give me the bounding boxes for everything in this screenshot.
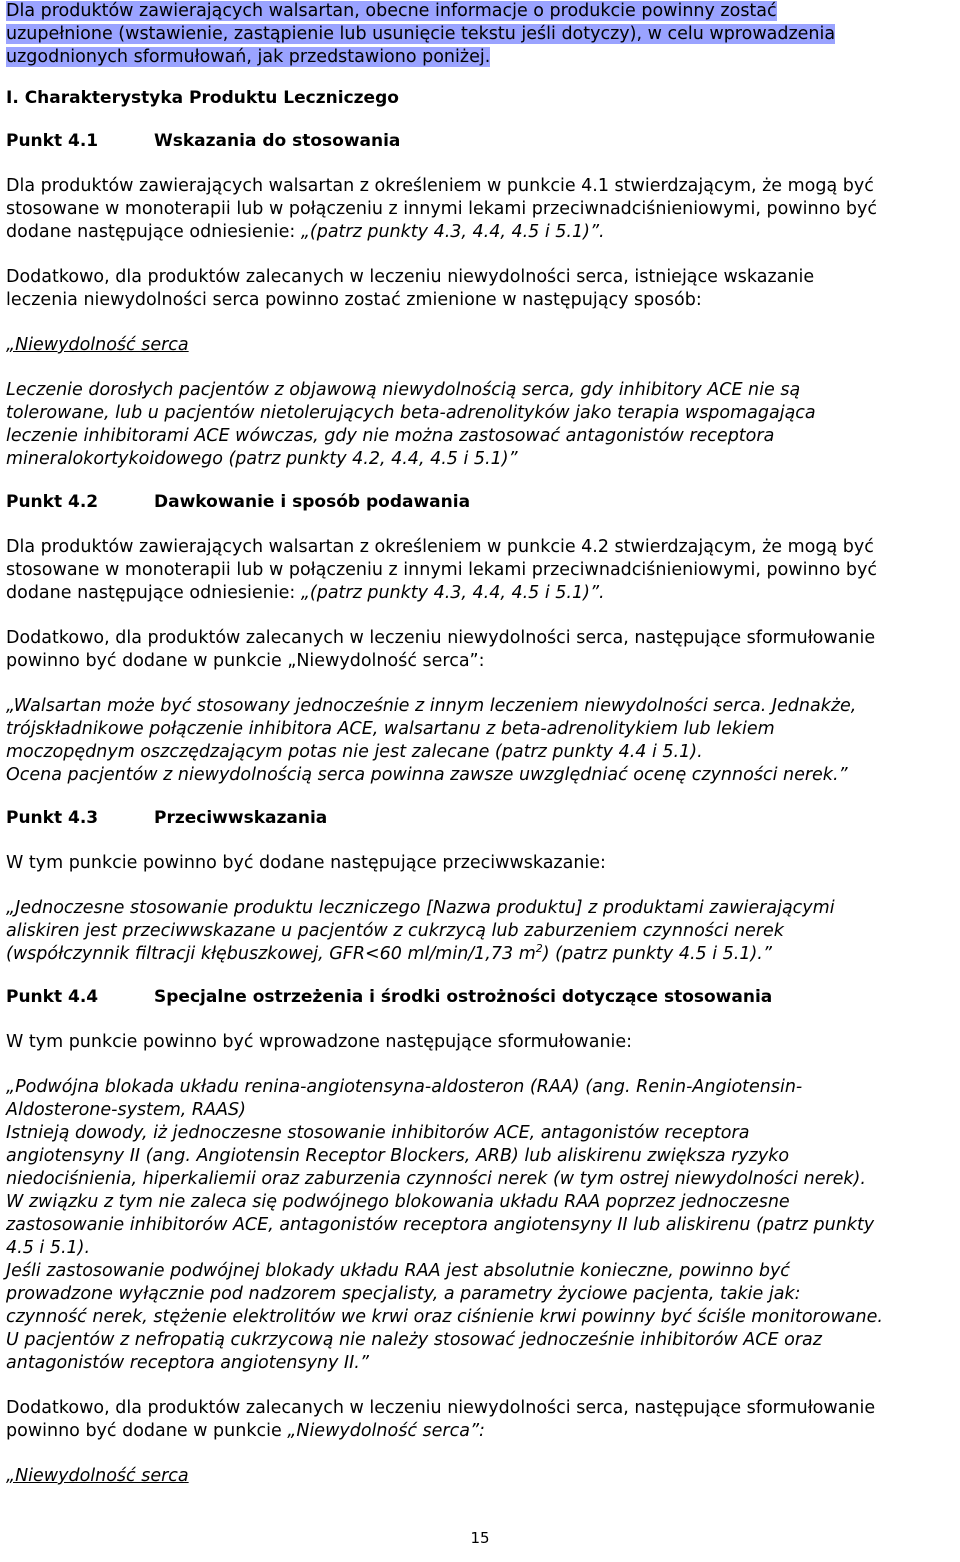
quote-line: (współczynnik filtracji kłębuszkowej, GFR<60 ml/min/1,73 m bbox=[6, 944, 536, 964]
intro-highlight-block bbox=[6, 0, 954, 69]
subheading-heart-failure: „Niewydolność serca bbox=[6, 1466, 189, 1486]
text-line: stosowane w monoterapii lub w połączeniu z innymi lekami przeciwnadciśnieniowymi, powinno być bbox=[6, 560, 877, 580]
reference-text: „(patrz punkty 4.3, 4.4, 4.5 i 5.1)”. bbox=[300, 222, 605, 242]
section-heading-title: Wskazania do stosowania bbox=[154, 131, 401, 151]
quote-line: ) (patrz punkty 4.5 i 5.1).” bbox=[542, 944, 772, 964]
quote-line: niedociśnienia, hiperkaliemii oraz zaburzenia czynności nerek (w tym ostrej niewydolności nerek). bbox=[6, 1169, 866, 1189]
section-number: Punkt 4.3 bbox=[6, 808, 99, 828]
intro-line: uzupełnione (wstawienie, zastąpienie lub usunięcie tekstu jeśli dotyczy), w celu wprowadzenia bbox=[6, 24, 836, 44]
paragraph bbox=[6, 266, 954, 312]
quote-line: leczenie inhibitorami ACE wówczas, gdy nie można zastosować antagonistów receptora bbox=[6, 426, 775, 446]
quote-line: angiotensyny II (ang. Angiotensin Receptor Blockers, ARB) lub aliskirenu zwiększa ryzyko bbox=[6, 1146, 790, 1166]
page-number: 15 bbox=[470, 1529, 490, 1547]
section-heading-title: Specjalne ostrzeżenia i środki ostrożności dotyczące stosowania bbox=[154, 987, 773, 1007]
quoted-block bbox=[6, 1076, 954, 1375]
quote-line: tolerowane, lub u pacjentów nietolerujących beta-adrenolityków jako terapia wspomagająca bbox=[6, 403, 816, 423]
section-number: Punkt 4.1 bbox=[6, 131, 99, 151]
intro-line: Dla produktów zawierających walsartan, obecne informacje o produkcie powinny zostać bbox=[6, 1, 777, 21]
quote-line: „Podwójna blokada układu renina-angiotensyna-aldosteron (RAA) (ang. Renin-Angiotensin- bbox=[6, 1077, 803, 1097]
text-line: Dodatkowo, dla produktów zalecanych w leczeniu niewydolności serca, następujące sformułowanie bbox=[6, 628, 876, 648]
quoted-block bbox=[6, 695, 954, 787]
text-line: powinno być dodane w punkcie bbox=[6, 1421, 288, 1441]
paragraph bbox=[6, 536, 954, 605]
document-page bbox=[6, 0, 954, 1488]
text-line: dodane następujące odniesienie: bbox=[6, 222, 301, 242]
quote-line: mineralokortykoidowego (patrz punkty 4.2, 4.4, 4.5 i 5.1)” bbox=[6, 449, 518, 469]
section-number: Punkt 4.2 bbox=[6, 492, 99, 512]
text-line: Dodatkowo, dla produktów zalecanych w leczeniu niewydolności serca, istniejące wskazanie bbox=[6, 267, 815, 287]
quote-line: zastosowanie inhibitorów ACE, antagonistów receptora angiotensyny II lub aliskirenu (patrz punkty bbox=[6, 1215, 875, 1235]
paragraph bbox=[6, 627, 954, 673]
quote-line: Jeśli zastosowanie podwójnej blokady układu RAA jest absolutnie konieczne, powinno być bbox=[6, 1261, 790, 1281]
paragraph: W tym punkcie powinno być dodane następujące przeciwwskazanie: bbox=[6, 853, 606, 873]
quoted-block bbox=[6, 897, 954, 966]
quote-line: 4.5 i 5.1). bbox=[6, 1238, 91, 1258]
quote-line: antagonistów receptora angiotensyny II.” bbox=[6, 1353, 369, 1373]
intro-line: uzgodnionych sformułowań, jak przedstawiono poniżej. bbox=[6, 47, 491, 67]
paragraph bbox=[6, 1397, 954, 1443]
quote-line: czynność nerek, stężenie elektrolitów we krwi oraz ciśnienie krwi powinny być ściśle monitorowane. bbox=[6, 1307, 883, 1327]
text-line: Dla produktów zawierających walsartan z określeniem w punkcie 4.2 stwierdzającym, że mogą być bbox=[6, 537, 874, 557]
section-heading-4-3 bbox=[6, 807, 954, 830]
section-title: I. Charakterystyka Produktu Leczniczego bbox=[6, 88, 399, 108]
text-line: powinno być dodane w punkcie „Niewydolność serca”: bbox=[6, 651, 485, 671]
text-line: Dla produktów zawierających walsartan z określeniem w punkcie 4.1 stwierdzającym, że mogą być bbox=[6, 176, 874, 196]
quote-line: aliskiren jest przeciwwskazane u pacjentów z cukrzycą lub zaburzeniem czynności nerek bbox=[6, 921, 784, 941]
paragraph: W tym punkcie powinno być wprowadzone następujące sformułowanie: bbox=[6, 1032, 633, 1052]
quote-line: Aldosterone-system, RAAS) bbox=[6, 1100, 246, 1120]
quote-line: „Walsartan może być stosowany jednocześnie z innym leczeniem niewydolności serca. Jednakże, bbox=[6, 696, 857, 716]
quote-line: trójskładnikowe połączenie inhibitora ACE, walsartanu z beta-adrenolitykiem lub lekiem bbox=[6, 719, 775, 739]
section-number: Punkt 4.4 bbox=[6, 987, 99, 1007]
text-line: dodane następujące odniesienie: bbox=[6, 583, 301, 603]
text-line: stosowane w monoterapii lub w połączeniu z innymi lekami przeciwnadciśnieniowymi, powinno być bbox=[6, 199, 877, 219]
quote-line: prowadzone wyłącznie pod nadzorem specjalisty, a parametry życiowe pacjenta, takie jak: bbox=[6, 1284, 801, 1304]
section-heading-title: Przeciwwskazania bbox=[154, 808, 328, 828]
text-line: leczenia niewydolności serca powinno zostać zmienione w następujący sposób: bbox=[6, 290, 702, 310]
quoted-block bbox=[6, 379, 954, 471]
quote-line: moczopędnym oszczędzającym potas nie jest zalecane (patrz punkty 4.4 i 5.1). bbox=[6, 742, 703, 762]
reference-text: „(patrz punkty 4.3, 4.4, 4.5 i 5.1)”. bbox=[300, 583, 605, 603]
section-heading-4-4 bbox=[6, 986, 954, 1009]
quote-line: Leczenie dorosłych pacjentów z objawową niewydolnością serca, gdy inhibitory ACE nie są bbox=[6, 380, 801, 400]
quote-line: „Jednoczesne stosowanie produktu leczniczego [Nazwa produktu] z produktami zawierającymi bbox=[6, 898, 835, 918]
superscript: 2 bbox=[535, 942, 543, 956]
paragraph bbox=[6, 175, 954, 244]
quote-line: U pacjentów z nefropatią cukrzycową nie należy stosować jednocześnie inhibitorów ACE oraz bbox=[6, 1330, 822, 1350]
section-heading-4-2 bbox=[6, 491, 954, 514]
quote-line: Ocena pacjentów z niewydolnością serca powinna zawsze uwzględniać ocenę czynności nerek.” bbox=[6, 765, 848, 785]
quote-line: W związku z tym nie zaleca się podwójnego blokowania układu RAA poprzez jednoczesne bbox=[6, 1192, 790, 1212]
quote-line: Istnieją dowody, iż jednoczesne stosowanie inhibitorów ACE, antagonistów receptora bbox=[6, 1123, 750, 1143]
section-heading-title: Dawkowanie i sposób podawania bbox=[154, 492, 471, 512]
reference-text: „Niewydolność serca”: bbox=[287, 1421, 485, 1441]
section-heading-4-1 bbox=[6, 130, 954, 153]
subheading-heart-failure: „Niewydolność serca bbox=[6, 335, 189, 355]
text-line: Dodatkowo, dla produktów zalecanych w leczeniu niewydolności serca, następujące sformułowanie bbox=[6, 1398, 876, 1418]
